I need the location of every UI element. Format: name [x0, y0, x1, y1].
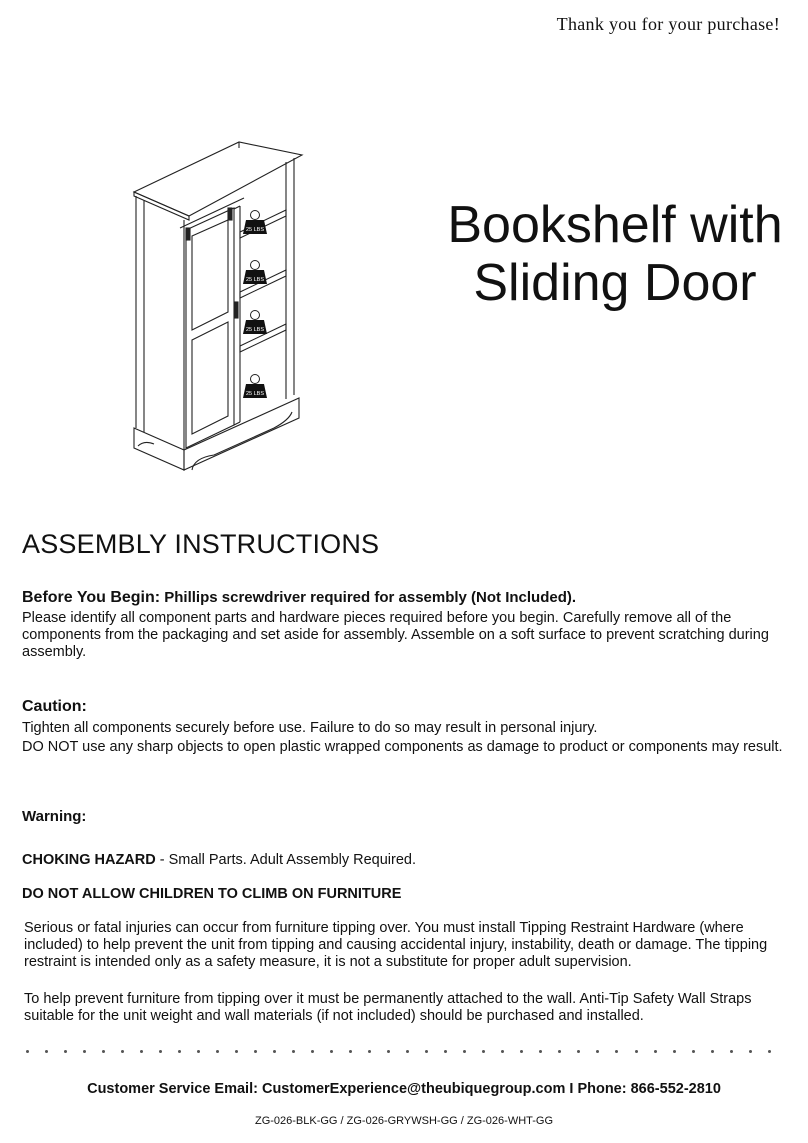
tip-over-text: Serious or fatal injuries can occur from furniture tipping over. You must install Tipping Restraint Hardware (where included) to help prevent the unit from tipping and causing accidental injury, instability, death or damage. The tipping restraint is intended only as a safety measure, it is not a substitute for proper adult supervision. [24, 920, 768, 970]
model-numbers: ZG-026-BLK-GG / ZG-026-GRYWSH-GG / ZG-026-WHT-GG [254, 1115, 554, 1127]
title-line-2: Sliding Door [473, 254, 757, 312]
caution-line-2: DO NOT use any sharp objects to open plastic wrapped components as damage to product or components may result. [22, 739, 783, 755]
wall-anchor-text: To help prevent furniture from tipping over it must be permanently attached to the wall. Anti-Tip Safety Wall Straps suitable for the unit weight and wall materials (if not included) should be purchased and installed. [24, 991, 752, 1024]
choking-text: - Small Parts. Adult Assembly Required. [155, 852, 417, 868]
choking-hazard [22, 852, 416, 868]
svg-text:25 LBS: 25 LBS [245, 277, 265, 283]
title-line-1: Bookshelf with [447, 196, 783, 254]
dotted-divider [26, 1050, 771, 1066]
before-tool-note: Phillips screwdriver required for assembly (Not Included). [164, 589, 577, 606]
bookshelf-illustration [124, 140, 314, 475]
weight-icon [243, 211, 267, 235]
svg-text:25 LBS: 25 LBS [245, 391, 265, 397]
thank-you-note: Thank you for your purchase! [556, 14, 780, 34]
svg-text:25 LBS: 25 LBS [245, 227, 265, 233]
customer-service-contact: Customer Service Email: CustomerExperience@theubiquegroup.com I Phone: 866-552-2810 [87, 1081, 721, 1097]
caution-line-1: Tighten all components securely before use. Failure to do so may result in personal injury. [22, 720, 598, 736]
weight-icon [243, 311, 267, 335]
weight-icon [243, 375, 267, 399]
assembly-heading: ASSEMBLY INSTRUCTIONS [22, 529, 380, 559]
before-label: Before You Begin: [22, 589, 161, 606]
product-title [440, 196, 790, 312]
climb-warning: DO NOT ALLOW CHILDREN TO CLIMB ON FURNITURE [22, 886, 402, 902]
weight-icon [243, 261, 267, 285]
svg-text:25 LBS: 25 LBS [245, 327, 265, 333]
caution-heading: Caution: [22, 698, 87, 715]
warning-heading: Warning: [22, 808, 87, 825]
choking-label: CHOKING HAZARD [22, 852, 156, 868]
before-you-begin [22, 589, 576, 607]
before-text: Please identify all component parts and hardware pieces required before you begin. Carefully remove all of the components from the packaging and set aside for assembly. Assemble on a soft surface to prevent scratching during assembly. [22, 610, 769, 660]
